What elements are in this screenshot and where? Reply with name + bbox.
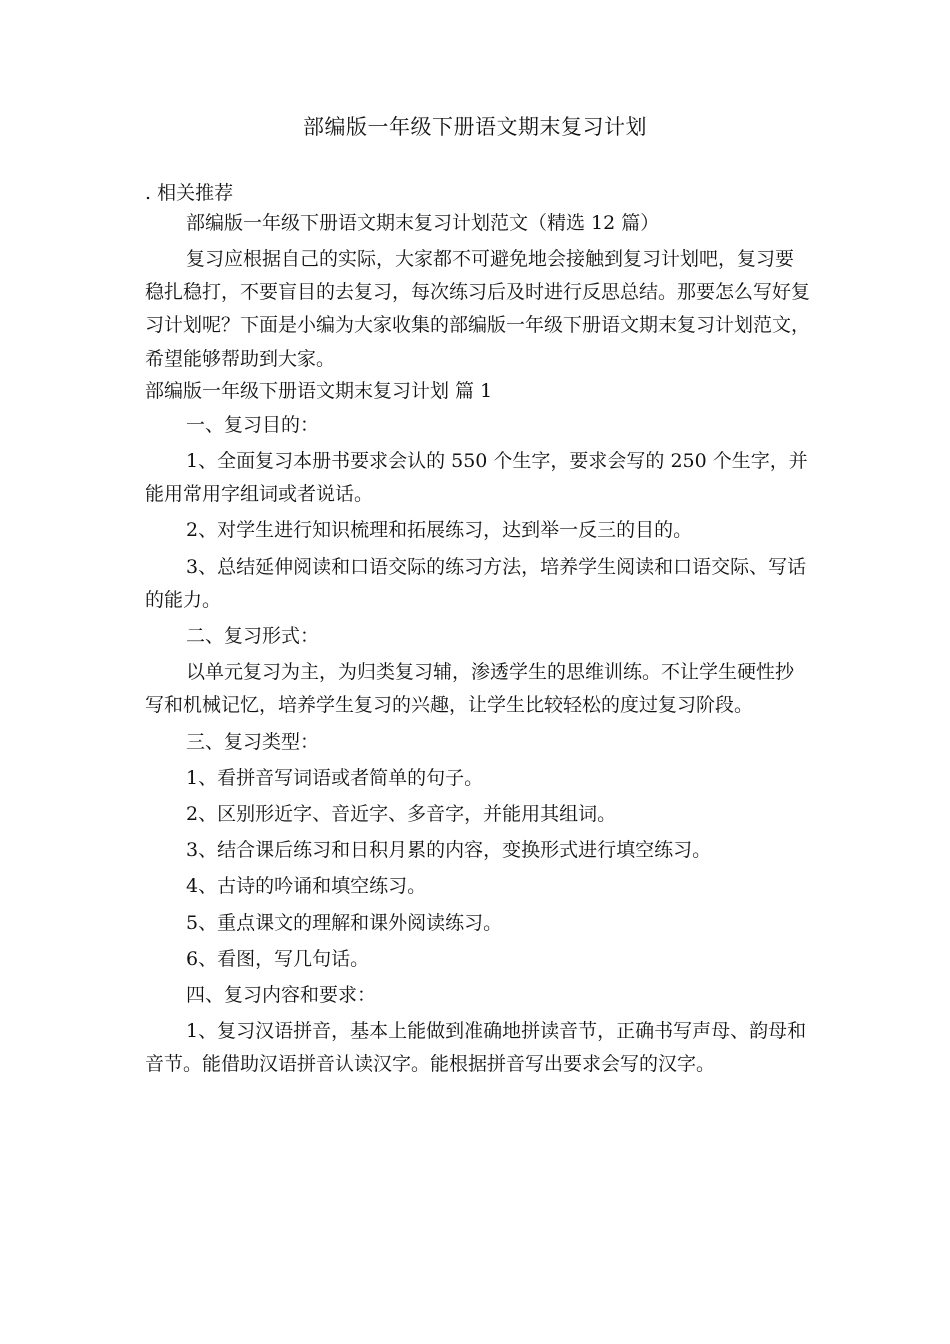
paragraph-type-3: 3、结合课后练习和日积月累的内容，变换形式进行填空练习。 [186,839,712,862]
intro-paragraph: 复习应根据自己的实际，大家都不可避免地会接触到复习计划吧，复习要稳扎稳打，不要盲目的去复习，每次练习后及时进行反思总结。那要怎么写好复习计划呢？下面是小编为大家收集的部编版一年级下册语文期末复习计划范文，希望能够帮助到大家。 [145,248,811,370]
subtitle-paragraph: 部编版一年级下册语文期末复习计划范文（精选 12 篇） [186,212,660,234]
related-label: . 相关推荐 [145,182,234,204]
heading-review-form: 二、复习形式： [186,625,320,648]
paragraph-type-4: 4、古诗的吟诵和填空练习。 [186,875,427,898]
paragraph-type-6: 6、看图，写几句话。 [186,947,370,970]
paragraph-goal-2: 2、对学生进行知识梳理和拓展练习，达到举一反三的目的。 [186,519,693,542]
heading-review-content: 四、复习内容和要求： [186,984,377,1007]
heading-review-goals: 一、复习目的： [186,413,320,436]
paragraph-type-1: 1、看拼音写词语或者简单的句子。 [186,766,484,789]
section-heading: 部编版一年级下册语文期末复习计划 篇 1 [145,379,493,402]
paragraph-review-form: 以单元复习为主，为归类复习辅，渗透学生的思维训练。不让学生硬性抄写和机械记忆，培养学生复习的兴趣，让学生比较轻松的度过复习阶段。 [145,661,795,717]
heading-review-types: 三、复习类型： [186,730,320,753]
paragraph-type-2: 2、区别形近字、音近字、多音字，并能用其组词。 [186,803,617,826]
paragraph-content-1: 1、复习汉语拼音，基本上能做到准确地拼读音节，正确书写声母、韵母和音节。能借助汉语拼音认读汉字。能根据拼音写出要求会写的汉字。 [145,1020,807,1076]
document-body [145,178,810,1082]
paragraph-goal-1: 1、全面复习本册书要求会认的 550 个生字，要求会写的 250 个生字，并能用常用字组词或者说话。 [145,450,808,506]
paragraph-type-5: 5、重点课文的理解和课外阅读练习。 [186,911,503,934]
document-title: 部编版一年级下册语文期末复习计划 [303,115,647,139]
paragraph-goal-3: 3、总结延伸阅读和口语交际的练习方法，培养学生阅读和口语交际、写话的能力。 [145,555,807,611]
